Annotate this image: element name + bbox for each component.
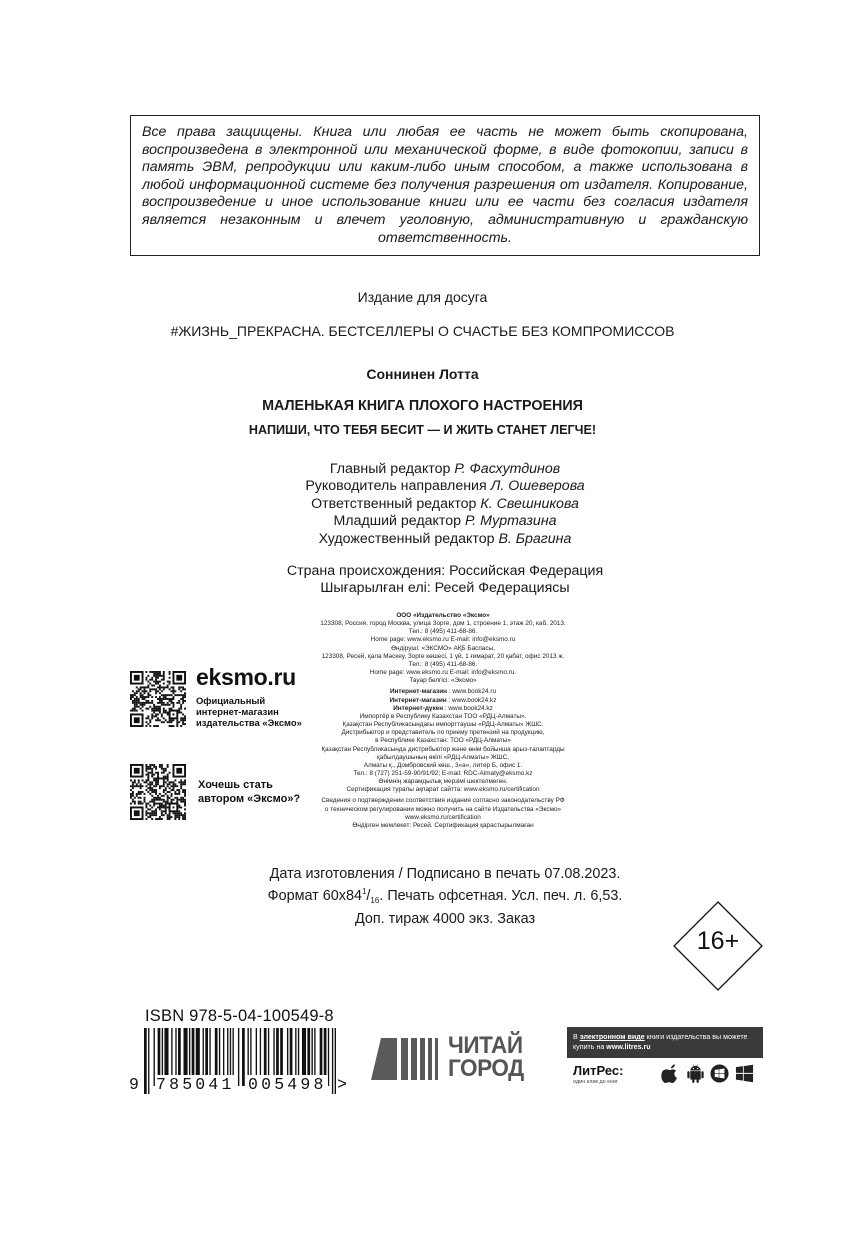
publisher-line: Сведения о подтверждении соответствия издания согласно законодательству РФ [321, 797, 565, 805]
publisher-line: Тауар белгісі: «Эксмо» [409, 677, 477, 685]
litres-promo[interactable] [567, 1027, 763, 1093]
litres-banner: В электронном виде книги издательства вы можете купить на www.litres.ru [567, 1027, 763, 1058]
print-run: Доп. тираж 4000 экз. Заказ [354, 911, 536, 927]
credit-line: Руководитель направления Л. Ошеверова [305, 478, 585, 495]
publisher-line: о техническом регулировании можно получить на сайте Издательства «Эксмо» [324, 805, 562, 813]
publisher-line: Home page: www.eksmo.ru E-mail: info@eksmo.ru. [369, 669, 517, 677]
publisher-line: Интернет-магазин : www.book24.ru [389, 688, 497, 696]
rights-notice: Все права защищены. Книга или любая ее часть не может быть скопирована, воспроизведена в электронной или механической форме, в виде фотокопии, записи в память ЭВМ, репродукции или каким-либо иным способом, а также использована в любой информационной системе без получения разрешения от издателя. Копирование, воспроизведение и иное использование книги или ее части без согласия издателя является незаконным и влечет уголовную, административную и гражданскую ответственность. [130, 115, 760, 256]
book-title: МАЛЕНЬКАЯ КНИГА ПЛОХОГО НАСТРОЕНИЯ [262, 398, 583, 414]
eksmo-shop-caption: Официальный интернет-магазин издательства «Эксмо» [196, 695, 302, 728]
publisher-line: Интернет-дүкен : www.book24.kz [393, 704, 493, 712]
barcode-first-digit: 9 [129, 1075, 139, 1094]
publisher-line: Өнімнің жарамдылық мерзімі шектелмеген. [378, 778, 508, 786]
credit-line: Ответственный редактор К. Свешникова [311, 495, 579, 512]
origin-kz: Шығарылған елі: Ресей Федерациясы [320, 580, 570, 597]
eksmo-shop-qr-code[interactable] [130, 671, 186, 727]
publisher-info [293, 612, 593, 830]
publisher-line: 123308, Россия, город Москва, улица Зорге, дом 1, строение 1, этаж 20, каб. 2013. [320, 620, 566, 628]
publisher-line: Қазақстан Республикасында дистрибьютор және өнім бойынша арыз-талаптарды [321, 745, 565, 753]
android-icon[interactable] [686, 1064, 705, 1083]
print-date: Дата изготовления / Подписано в печать 07.08.2023. [269, 866, 621, 882]
author-name: Соннинен Лотта [366, 366, 479, 382]
series-name: #ЖИЗНЬ_ПРЕКРАСНА. БЕСТСЕЛЛЕРЫ О СЧАСТЬЕ БЕЗ КОМПРОМИССОВ [170, 323, 675, 339]
credit-line: Младший редактор Р. Муртазина [333, 513, 557, 530]
isbn: ISBN 978-5-04-100549-8 [145, 1007, 334, 1025]
publisher-line: Интернет-магазин : www.book24.kz [389, 696, 497, 704]
publisher-line: Дистрибьютор и представитель по приему претензий на продукцию, [341, 729, 545, 737]
author-qr-code[interactable] [130, 764, 186, 820]
credit-line: Главный редактор Р. Фасхутдинов [329, 461, 561, 477]
publisher-line: қабылдаушының өкілі «РДЦ-Алматы» ЖШС, [377, 753, 509, 761]
book-subtitle: НАПИШИ, ЧТО ТЕБЯ БЕСИТ — И ЖИТЬ СТАНЕТ ЛЕГЧЕ! [248, 423, 597, 437]
windows-icon[interactable] [735, 1064, 754, 1083]
publisher-line: Home page: www.eksmo.ru E-mail: info@eksmo.ru [370, 636, 516, 644]
barcode-group-1: 785041 [156, 1075, 235, 1094]
credit-line: Художественный редактор В. Брагина [318, 530, 572, 547]
publisher-line: 123308, Ресей, қала Мәскеу, Зорге көшесі, 1 үй, 1 ғимарат, 20 қабат, офис 2013 ж. [321, 652, 565, 660]
edition-type: Издание для досуга [357, 289, 488, 305]
publisher-line: Сертификация туралы ақпарат сайтта: www.eksmo.ru/certification [346, 786, 540, 794]
origin-ru: Страна происхождения: Российская Федерация [286, 563, 604, 579]
publisher-line: ООО «Издательство «Эксмо» [396, 612, 490, 619]
age-rating: 16+ [696, 927, 740, 955]
publisher-line: www.eksmo.ru/certification [405, 813, 481, 821]
publisher-line: Тел.: 8 (495) 411-68-86. [408, 660, 478, 668]
publisher-line: Тел.: 8 (727) 251-59-90/91/92; E-mail: RDC-Almaty@eksmo.kz [353, 769, 533, 777]
chitai-gorod-logo-icon [371, 1038, 439, 1080]
windows-phone-icon[interactable] [710, 1064, 729, 1083]
litres-logo: ЛитРес: [573, 1063, 624, 1078]
print-format: Формат $60x84^1/_{16}$. Печать офсетная. Усл. печ. л. 6,53. [267, 887, 623, 905]
editorial-credits [0, 461, 845, 548]
barcode-group-2: 005498 [248, 1075, 327, 1094]
publisher-line: Тел.: 8 (495) 411-68-86. [408, 628, 478, 636]
apple-icon[interactable] [661, 1064, 680, 1083]
publisher-line: Импортёр в Республику Казахстан ТОО «РДЦ-Алматы». [359, 712, 527, 720]
barcode-end-mark: > [337, 1075, 347, 1094]
publisher-line: Қазақстан Республикасындағы импорттаушы «РДЦ-Алматы» ЖШС. [342, 721, 544, 729]
chitai-gorod-logo: ЧИТАЙ ГОРОД [448, 1032, 524, 1082]
author-cta: Хочешь стать автором «Эксмо»? [198, 779, 301, 805]
country-of-origin [0, 563, 845, 598]
eksmo-logo: eksmo.ru [196, 664, 296, 690]
publisher-line: в Республике Казахстан: ТОО «РДЦ-Алматы» [375, 737, 511, 745]
publisher-line: Өндірген мемлекет: Ресей. Сертификация қарастырылмаған [352, 821, 534, 829]
publisher-line: Өндіруші: «ЭКСМО» АҚБ Баспасы, [391, 644, 495, 652]
publisher-line: Алматы қ., Домбровский көш., 3«а», литер Б, офис 1. [363, 761, 523, 769]
litres-slogan: один клик до книг [573, 1079, 618, 1085]
